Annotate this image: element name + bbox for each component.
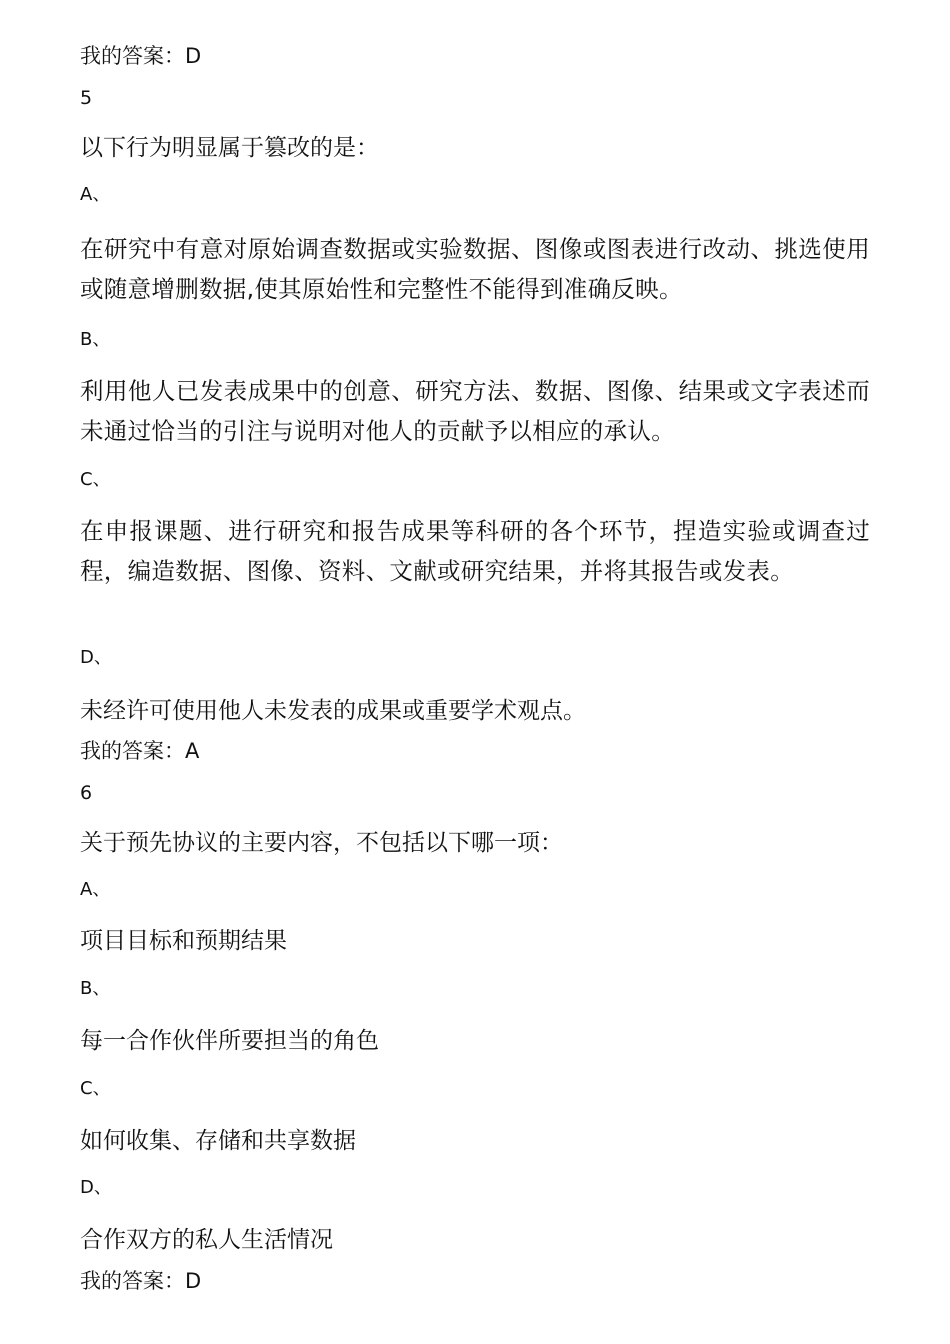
option-label-a: A、 bbox=[80, 879, 111, 900]
option-label-c: C、 bbox=[80, 469, 111, 490]
option-text-b: 每一合作伙伴所要担当的角色 bbox=[80, 1028, 379, 1054]
option-text-b: 利用他人已发表成果中的创意、研究方法、数据、图像、结果或文字表述而未通过恰当的引注与说明对他人的贡献予以相应的承认。 bbox=[80, 377, 870, 445]
my-answer: 我的答案：D bbox=[80, 1269, 202, 1293]
option-label-b: B、 bbox=[80, 329, 111, 350]
question-number: 5 bbox=[80, 87, 93, 109]
option-text-a: 项目目标和预期结果 bbox=[80, 928, 287, 954]
question-text: 以下行为明显属于篡改的是： bbox=[80, 135, 379, 161]
previous-answer: 我的答案：D bbox=[80, 44, 202, 68]
my-answer: 我的答案：A bbox=[80, 739, 200, 763]
option-label-a: A、 bbox=[80, 184, 111, 205]
option-label-b: B、 bbox=[80, 978, 111, 999]
question-text: 关于预先协议的主要内容，不包括以下哪一项： bbox=[80, 830, 563, 856]
option-text-c: 如何收集、存储和共享数据 bbox=[80, 1128, 356, 1154]
option-text-d: 合作双方的私人生活情况 bbox=[80, 1227, 333, 1253]
question-number: 6 bbox=[80, 782, 93, 804]
option-label-c: C、 bbox=[80, 1078, 111, 1099]
option-text-a: 在研究中有意对原始调查数据或实验数据、图像或图表进行改动、挑选使用或随意增删数据,使其原始性和完整性不能得到准确反映。 bbox=[80, 235, 870, 303]
option-text-c: 在申报课题、进行研究和报告成果等科研的各个环节，捏造实验或调查过程，编造数据、图像、资料、文献或研究结果，并将其报告或发表。 bbox=[80, 517, 870, 585]
option-text-d: 未经许可使用他人未发表的成果或重要学术观点。 bbox=[80, 698, 586, 724]
option-label-d: D、 bbox=[80, 1177, 112, 1198]
option-label-d: D、 bbox=[80, 647, 112, 668]
